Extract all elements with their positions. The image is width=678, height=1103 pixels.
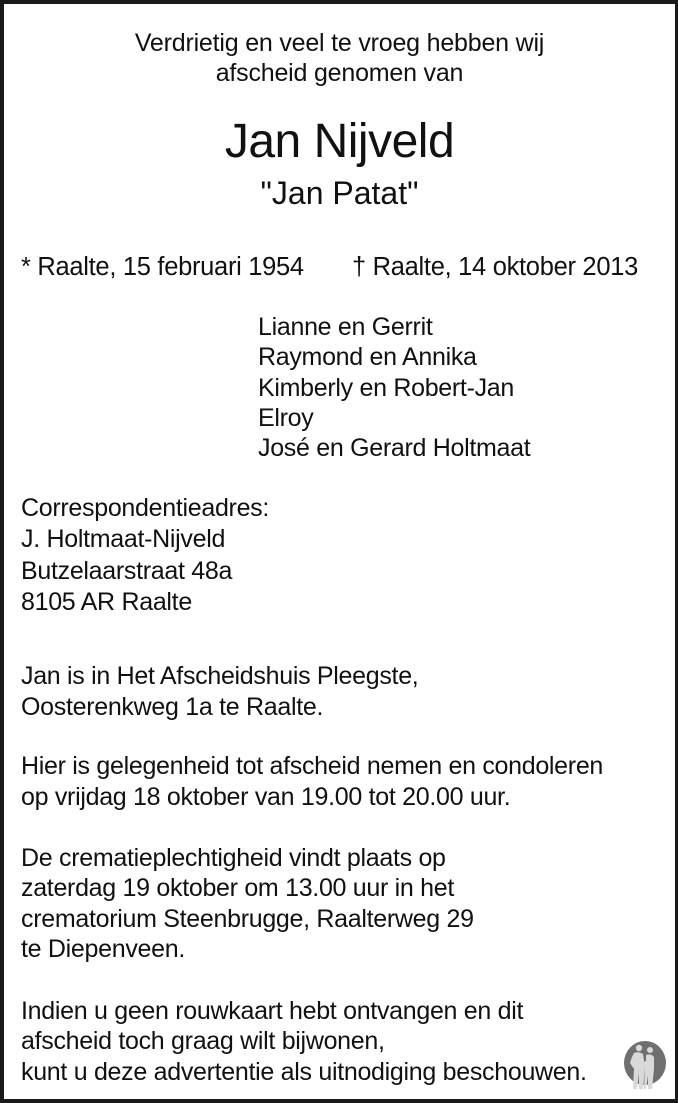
cremation-line-4: te Diepenveen.: [21, 935, 185, 963]
cremation-line-3: crematorium Steenbrugge, Raalterweg 29: [21, 905, 474, 933]
correspondence-label: Correspondentieadres:: [21, 494, 270, 522]
location-line-2: Oosterenkweg 1a te Raalte.: [21, 693, 324, 721]
visitation-line-1: Hier is gelegenheid tot afscheid nemen en condoleren: [21, 752, 604, 780]
correspondence-postal-city: 8105 AR Raalte: [21, 588, 192, 616]
death-date: † Raalte, 14 oktober 2013: [352, 253, 638, 281]
cremation-line-1: De crematieplechtigheid vindt plaats op: [21, 844, 446, 872]
family-member: Raymond en Annika: [258, 343, 477, 371]
correspondence-name: J. Holtmaat-Nijveld: [21, 525, 226, 553]
invitation-line-2: afscheid toch graag wilt bijwonen,: [21, 1027, 385, 1055]
invitation-line-3: kunt u deze advertentie als uitnodiging beschouwen.: [21, 1058, 587, 1086]
intro-line-1: Verdrietig en veel te vroeg hebben wij: [134, 29, 545, 57]
deceased-name: Jan Nijveld: [224, 115, 455, 168]
correspondence-street: Butzelaarstraat 48a: [21, 557, 233, 585]
deceased-nickname: "Jan Patat": [260, 175, 419, 211]
family-member: José en Gerard Holtmaat: [258, 434, 531, 462]
family-member: Elroy: [258, 404, 314, 432]
cremation-line-2: zaterdag 19 oktober om 13.00 uur in het: [21, 874, 455, 902]
family-member: Kimberly en Robert-Jan: [258, 374, 515, 402]
visitation-line-2: op vrijdag 18 oktober van 19.00 tot 20.00 uur.: [21, 783, 511, 811]
intro-line-2: afscheid genomen van: [215, 59, 464, 87]
location-line-1: Jan is in Het Afscheidshuis Pleegste,: [21, 662, 419, 690]
family-member: Lianne en Gerrit: [258, 313, 433, 341]
embracing-figures-logo-icon: [619, 1039, 667, 1091]
birth-date: * Raalte, 15 februari 1954: [21, 253, 304, 281]
invitation-line-1: Indien u geen rouwkaart hebt ontvangen en dit: [21, 997, 524, 1025]
